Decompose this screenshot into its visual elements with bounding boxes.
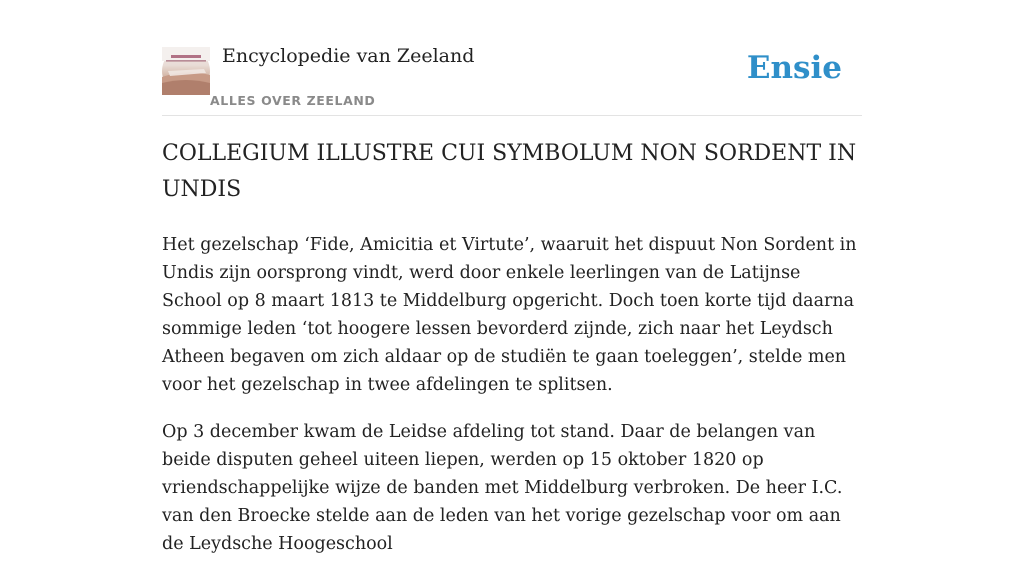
site-title[interactable]: Encyclopedie van Zeeland [222, 45, 475, 67]
article-paragraph: Op 3 december kwam de Leidse afdeling tot stand. Daar de belangen van beide disputen geheel uiteen liepen, werden op 15 oktober 1820 op vriendschappelijke wijze de banden met Middelburg verbroken. De heer I.C. van den Broecke stelde aan de leden van het vorige gezelschap voor om aan de Leydsche Hoogeschool [162, 422, 843, 554]
article-title: COLLEGIUM ILLUSTRE CUI SYMBOLUM NON SORDENT IN UNDIS [162, 141, 857, 202]
article [162, 136, 862, 577]
site-avatar[interactable] [162, 47, 210, 95]
site-header [162, 0, 862, 116]
ensie-logo[interactable]: Ensie [746, 50, 842, 86]
avatar-image [162, 47, 210, 95]
article-paragraph: Het gezelschap ‘Fide, Amicitia et Virtute’, waaruit het dispuut Non Sordent in Undis zijn oorsprong vindt, werd door enkele leerlingen van de Latijnse School op 8 maart 1813 te Middelburg opgericht. Doch toen korte tijd daarna sommige leden ‘tot hoogere lessen bevorderd zijnde, zich naar het Leydsch Atheen begaven om zich aldaar op de studiën te gaan toeleggen’, stelde men voor het gezelschap in twee afdelingen te splitsen. [162, 235, 857, 395]
site-subtitle: ALLES OVER ZEELAND [210, 93, 376, 108]
